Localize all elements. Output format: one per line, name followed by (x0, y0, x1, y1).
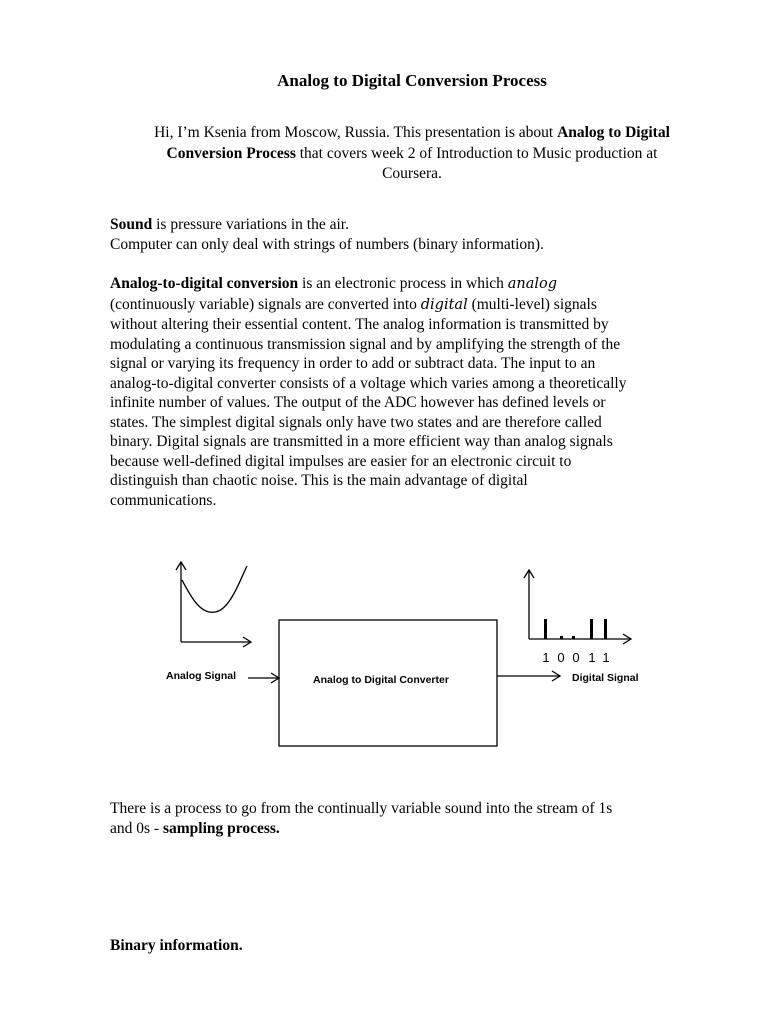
binary-heading: Binary information. (110, 937, 243, 954)
adc-line: communications. (110, 491, 217, 509)
pulse-dot (572, 636, 575, 639)
intro-paragraph: Hi, I’m Ksenia from Moscow, Russia. This presentation is about Analog to Digital Conversion Process that covers week 2 of Introduction to Music production at Coursera. (154, 124, 670, 182)
sound-paragraph: Sound is pressure variations in the air. Computer can only deal with strings of numbers (binary information). (110, 216, 544, 253)
adc-line: without altering their essential content. The analog information is transmitted by (110, 316, 609, 333)
digital-signal-label: Digital Signal (572, 672, 639, 684)
bit-label: 1 (588, 650, 596, 665)
sound-term: Sound (110, 216, 153, 233)
adc-line: modulating a continuous transmission signal and by amplifying the strength of the (110, 335, 621, 353)
sampling-term: sampling process. (162, 819, 280, 837)
adc-line: infinite number of values. The output of the ADC however has defined levels or (110, 394, 606, 411)
pulse-bar (590, 619, 593, 639)
adc-line: signal or varying its frequency in order to add or subtract data. The input to an (110, 355, 596, 372)
bit-label: 0 (572, 650, 580, 665)
analog-signal-curve (182, 566, 247, 612)
converter-label: Analog to Digital Converter (313, 674, 449, 686)
sampling-paragraph: There is a process to go from the continually variable sound into the stream of 1s and 0s - sampling process. (110, 800, 613, 837)
adc-diagram (0, 540, 768, 770)
adc-line: analog-to-digital converter consists of a voltage which varies among a theoretically (110, 374, 627, 392)
bit-label: 1 (542, 650, 550, 665)
intro-topic-bold: Analog to Digital (557, 124, 670, 141)
intro-topic-bold-2: Conversion Process (166, 144, 296, 162)
analog-signal-label: Analog Signal (166, 670, 237, 682)
adc-line: because well-defined digital impulses are easier for an electronic circuit to (110, 452, 572, 470)
adc-line: binary. Digital signals are transmitted in a more efficient way than analog signals (110, 433, 613, 450)
bit-label: 1 (602, 650, 610, 665)
adc-term: Analog-to-digital conversion (110, 275, 299, 292)
pulse-bar (604, 619, 607, 639)
bit-label: 0 (557, 650, 565, 665)
digital-word: digital (420, 296, 468, 313)
adc-line: states. The simplest digital signals only have two states and are therefore called (110, 413, 602, 431)
adc-paragraph: Analog-to-digital conversion is an electronic process in which analog (continuously variable) signals are converted into digital (multi-level) signals without altering their essential content. The analog information is transmitted by modulating a continuous transmission signal and by amplifying the strength of the signal or varying its frequency in order to add or subtract data. The input to an analog-to-digital converter consists of a voltage which varies among a theoretically infinite number of values. The output of the ADC however has defined levels or states. The simplest digital signals only have two states and are therefore called binary. Digital signals are transmitted in a more efficient way than analog signals because well-defined digital impulses are easier for an electronic circuit to distinguish than chaotic noise. This is the main advantage of digital communications. (110, 274, 720, 510)
adc-line: distinguish than chaotic noise. This is the main advantage of digital (110, 472, 528, 489)
pulse-dot (560, 636, 563, 639)
pulse-bar (544, 619, 547, 639)
analog-word: analog (507, 276, 558, 292)
page-title: Analog to Digital Conversion Process (277, 71, 547, 90)
